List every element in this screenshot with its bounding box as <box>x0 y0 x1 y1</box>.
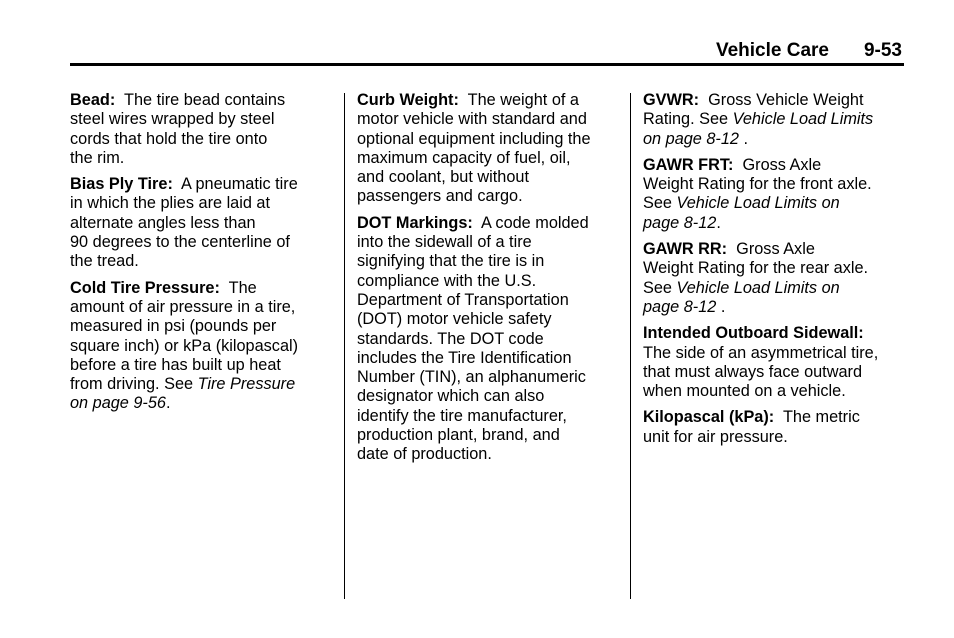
glossary-entry <box>643 324 905 401</box>
glossary-entry <box>70 279 332 414</box>
entry-text: alternate angles less than <box>70 213 256 232</box>
entry-text: maximum capacity of fuel, oil, <box>357 148 571 167</box>
glossary-term: GAWR FRT: <box>643 155 734 174</box>
entry-text: square inch) or kPa (kilopascal) <box>70 336 299 355</box>
entry-text: includes the Tire Identification <box>357 348 572 367</box>
entry-text: identify the tire manufacturer, <box>357 406 567 425</box>
entry-line <box>357 233 619 252</box>
glossary-entry <box>70 91 332 168</box>
entry-text: standards. The DOT code <box>357 329 544 348</box>
glossary-term: Intended Outboard Sidewall: <box>643 324 864 343</box>
entry-line <box>357 426 619 445</box>
entry-line <box>357 445 619 464</box>
entry-line <box>357 110 619 129</box>
entry-text: that must always face outward <box>643 362 862 381</box>
entry-text: Number (TIN), an alphanumeric <box>357 368 586 387</box>
entry-line <box>70 149 332 168</box>
entry-line <box>357 168 619 187</box>
entry-line <box>643 324 905 343</box>
glossary-term: Bead: <box>70 91 116 109</box>
cross-reference: on page 9-56 <box>70 394 166 413</box>
entry-text: See <box>643 194 677 213</box>
column-3 <box>643 91 905 454</box>
entry-text: steel wires wrapped by steel <box>70 110 275 129</box>
entry-text: signifying that the tire is in <box>357 252 545 271</box>
entry-text: Gross Axle <box>733 155 822 174</box>
glossary-term: GVWR: <box>643 91 700 109</box>
entry-line <box>357 349 619 368</box>
entry-line <box>643 428 905 447</box>
entry-text: compliance with the U.S. <box>357 271 537 290</box>
entry-text: Weight Rating for the front axle. <box>643 175 872 194</box>
entry-line <box>643 110 905 129</box>
page-number: 9-53 <box>863 40 902 61</box>
entry-line <box>357 149 619 168</box>
entry-line <box>70 175 332 194</box>
entry-text: A pneumatic tire <box>172 175 298 194</box>
entry-line <box>643 91 905 110</box>
entry-line <box>70 337 332 356</box>
entry-line <box>357 387 619 406</box>
entry-line <box>70 317 332 336</box>
cross-reference: Tire Pressure <box>197 375 296 394</box>
entry-line <box>643 298 905 317</box>
entry-text: . <box>165 394 171 413</box>
page-header <box>70 38 904 64</box>
entry-text: The side of an asymmetrical tire, <box>643 343 879 362</box>
entry-text: The <box>219 278 257 297</box>
glossary-entry <box>357 91 619 207</box>
glossary-entry <box>643 408 905 447</box>
entry-line <box>357 291 619 310</box>
entry-line <box>70 110 332 129</box>
glossary-term: Curb Weight: <box>357 91 459 109</box>
entry-line <box>643 259 905 278</box>
entry-line <box>357 272 619 291</box>
entry-line <box>643 240 905 259</box>
entry-text: designator which can also <box>357 387 545 406</box>
glossary-term: Bias Ply Tire: <box>70 175 173 194</box>
column-divider-2 <box>630 93 631 599</box>
column-2 <box>357 91 619 472</box>
glossary-term: DOT Markings: <box>357 213 473 232</box>
entry-text: The weight of a <box>458 91 579 109</box>
entry-line <box>357 252 619 271</box>
entry-text: . <box>738 129 749 148</box>
entry-text: when mounted on a vehicle. <box>643 382 846 401</box>
entry-text: in which the plies are laid at <box>70 194 271 213</box>
entry-text: motor vehicle with standard and <box>357 110 587 129</box>
entry-line <box>70 394 332 413</box>
entry-text: production plant, brand, and <box>357 426 560 445</box>
entry-line <box>643 382 905 401</box>
cross-reference: on page 8-12 <box>643 129 739 148</box>
entry-line <box>643 214 905 233</box>
entry-text: optional equipment including the <box>357 129 591 148</box>
entry-text: measured in psi (pounds per <box>70 317 277 336</box>
entry-line <box>643 130 905 149</box>
entry-line <box>357 310 619 329</box>
entry-line <box>70 298 332 317</box>
entry-text: Department of Transportation <box>357 290 569 309</box>
glossary-entry <box>643 91 905 149</box>
entry-line <box>70 214 332 233</box>
section-title: Vehicle Care <box>715 40 829 61</box>
entry-line <box>70 130 332 149</box>
entry-text: Gross Vehicle Weight <box>699 91 864 109</box>
entry-text: 90 degrees to the centerline of <box>70 233 290 252</box>
column-1 <box>70 91 332 421</box>
cross-reference: Vehicle Load Limits <box>732 110 874 129</box>
entry-text: . <box>716 297 726 316</box>
entry-text: unit for air pressure. <box>643 427 788 446</box>
glossary-term: Cold Tire Pressure: <box>70 278 220 297</box>
entry-line <box>70 279 332 298</box>
entry-line <box>357 187 619 206</box>
glossary-entry <box>643 156 905 233</box>
entry-text: date of production. <box>357 445 492 464</box>
entry-line <box>357 407 619 426</box>
entry-line <box>70 91 332 110</box>
entry-line <box>643 194 905 213</box>
entry-text: amount of air pressure in a tire, <box>70 297 296 316</box>
glossary-term: GAWR RR: <box>643 240 728 259</box>
entry-line <box>357 330 619 349</box>
entry-line <box>643 363 905 382</box>
column-divider-1 <box>344 93 345 599</box>
entry-text: the rim. <box>70 148 125 167</box>
entry-text: The metric <box>774 408 860 427</box>
entry-text: from driving. See <box>70 375 198 394</box>
entry-text: and coolant, but without <box>357 168 529 187</box>
entry-text: A code molded <box>472 213 589 232</box>
entry-line <box>70 233 332 252</box>
glossary-entry <box>70 175 332 271</box>
glossary-entry <box>643 240 905 317</box>
entry-line <box>70 252 332 271</box>
entry-text: (DOT) motor vehicle safety <box>357 310 552 329</box>
header-rule <box>70 63 904 66</box>
cross-reference: Vehicle Load Limits on <box>676 278 840 297</box>
glossary-entry <box>357 214 619 465</box>
entry-text: The tire bead contains <box>115 91 286 109</box>
entry-line <box>643 279 905 298</box>
entry-line <box>643 344 905 363</box>
glossary-term: Kilopascal (kPa): <box>643 408 775 427</box>
entry-line <box>643 408 905 427</box>
entry-text: into the sidewall of a tire <box>357 233 532 252</box>
entry-line <box>70 356 332 375</box>
entry-text: before a tire has built up heat <box>70 355 281 374</box>
entry-text: the tread. <box>70 252 139 271</box>
entry-line <box>643 175 905 194</box>
entry-text: passengers and cargo. <box>357 187 523 206</box>
entry-text: See <box>643 278 677 297</box>
cross-reference: page 8-12 <box>643 297 717 316</box>
entry-text: cords that hold the tire onto <box>70 129 268 148</box>
entry-line <box>357 91 619 110</box>
entry-line <box>70 194 332 213</box>
entry-text: Gross Axle <box>727 240 815 259</box>
entry-line <box>357 368 619 387</box>
entry-text: Weight Rating for the rear axle. <box>643 259 869 278</box>
cross-reference: page 8-12 <box>643 213 717 232</box>
entry-text: Rating. See <box>643 110 733 129</box>
entry-line <box>357 214 619 233</box>
entry-line <box>357 130 619 149</box>
cross-reference: Vehicle Load Limits on <box>676 194 840 213</box>
entry-text: . <box>716 213 721 232</box>
entry-line <box>70 375 332 394</box>
entry-line <box>643 156 905 175</box>
